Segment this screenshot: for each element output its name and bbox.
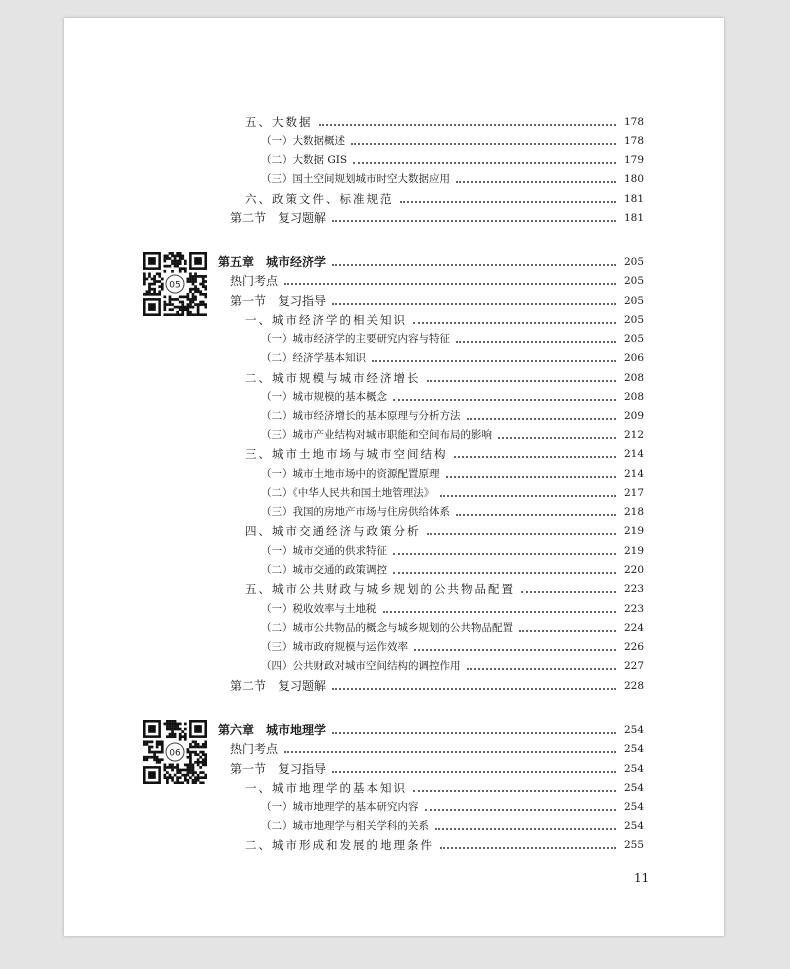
dot-leader — [456, 181, 616, 183]
toc-entry-title: 五、大数据 — [245, 114, 313, 129]
toc-entry-title: 二、城市形成和发展的地理条件 — [245, 837, 434, 852]
dot-leader — [332, 771, 616, 773]
toc-entry-title: 第一节 复习指导 — [230, 294, 327, 308]
dot-leader — [454, 456, 617, 458]
toc-entry[interactable] — [230, 208, 644, 227]
dot-leader — [498, 437, 616, 439]
dot-leader — [284, 283, 616, 285]
toc-entry[interactable] — [245, 778, 644, 797]
toc-entry[interactable] — [245, 310, 644, 329]
toc-entry-page: 254 — [623, 742, 644, 755]
toc-entry-page: 206 — [623, 351, 644, 364]
toc-entry-page: 220 — [623, 563, 644, 576]
dot-leader — [393, 399, 616, 401]
toc-entry-page: 205 — [623, 332, 644, 345]
toc-entry-title: （一）城市规模的基本概念 — [261, 391, 387, 403]
toc-entry-page: 219 — [623, 544, 644, 557]
document-page — [64, 18, 724, 936]
toc-entry-title: 二、城市规模与城市经济增长 — [245, 370, 421, 385]
toc-entry-title: （二）大数据 GIS — [261, 154, 348, 166]
toc-entry-title: 一、城市经济学的相关知识 — [245, 312, 407, 327]
toc-entry-title: （二）城市经济增长的基本原理与分析方法 — [261, 410, 461, 422]
dot-leader — [440, 495, 616, 497]
dot-leader — [400, 201, 617, 203]
toc-entry[interactable] — [245, 444, 644, 463]
dot-leader — [427, 533, 617, 535]
toc-entry[interactable] — [230, 739, 644, 758]
dot-leader — [383, 611, 617, 613]
toc-entry[interactable] — [261, 169, 644, 188]
dot-leader — [521, 591, 616, 593]
toc-entry[interactable] — [261, 406, 644, 425]
toc-entry-page: 212 — [623, 428, 644, 441]
toc-entry[interactable] — [230, 759, 644, 778]
toc-entry-page: 180 — [623, 172, 644, 185]
dot-leader — [456, 341, 616, 343]
toc-entry-title: （二）经济学基本知识 — [261, 352, 366, 364]
toc-entry-page: 217 — [623, 486, 644, 499]
toc-entry[interactable] — [230, 291, 644, 310]
qr-code-label: 06 — [169, 748, 181, 759]
dot-leader — [319, 124, 617, 126]
toc-entry[interactable] — [245, 579, 644, 598]
page-number: 11 — [634, 871, 650, 885]
toc-entry-page: 209 — [623, 409, 644, 422]
toc-entry-page: 205 — [623, 294, 644, 307]
toc-entry-title: （三）我国的房地产市场与住房供给体系 — [261, 506, 450, 518]
toc-entry-page: 223 — [623, 582, 644, 595]
toc-entry-title: 三、城市土地市场与城市空间结构 — [245, 446, 448, 461]
toc-entry-page: 181 — [623, 192, 644, 205]
dot-leader — [332, 220, 616, 222]
toc-entry-title: （四）公共财政对城市空间结构的调控作用 — [261, 660, 461, 672]
toc-entry[interactable] — [245, 189, 644, 208]
dot-leader — [393, 572, 616, 574]
dot-leader — [351, 143, 616, 145]
toc-entry[interactable] — [261, 329, 644, 348]
toc-entry-title: （一）城市土地市场中的资源配置原理 — [261, 468, 440, 480]
toc-entry[interactable] — [218, 720, 644, 739]
dot-leader — [519, 630, 616, 632]
toc-entry-title: （一）税收效率与土地税 — [261, 603, 377, 615]
toc-entry-title: （一）城市地理学的基本研究内容 — [261, 801, 419, 813]
toc-entry-title: （三）城市产业结构对城市职能和空间布局的影响 — [261, 429, 492, 441]
toc-entry-page: 179 — [623, 153, 644, 166]
toc-entry[interactable] — [230, 676, 644, 695]
dot-leader — [467, 418, 617, 420]
toc-entry[interactable] — [261, 387, 644, 406]
toc-entry[interactable] — [261, 150, 644, 169]
table-of-contents — [64, 18, 724, 936]
toc-entry-title: 五、城市公共财政与城乡规划的公共物品配置 — [245, 581, 515, 596]
dot-leader — [353, 162, 616, 164]
toc-entry[interactable] — [218, 252, 644, 271]
toc-entry[interactable] — [261, 502, 644, 521]
dot-leader — [332, 264, 616, 266]
toc-entry-title: 第二节 复习题解 — [230, 679, 327, 693]
toc-entry-title: 热门考点 — [230, 274, 279, 288]
toc-entry-page: 254 — [623, 762, 644, 775]
toc-entry-page: 254 — [623, 781, 644, 794]
toc-entry-page: 218 — [623, 505, 644, 518]
toc-entry[interactable] — [261, 656, 644, 675]
toc-entry-title: 热门考点 — [230, 742, 279, 756]
toc-entry-page: 214 — [623, 467, 644, 480]
dot-leader — [413, 790, 616, 792]
qr-code-chapter-5 — [143, 252, 207, 316]
toc-entry-title: （二）城市交通的政策调控 — [261, 564, 387, 576]
qr-code-label: 05 — [169, 280, 181, 291]
dot-leader — [332, 303, 616, 305]
toc-entry[interactable] — [261, 599, 644, 618]
dot-leader — [332, 732, 616, 734]
dot-leader — [332, 688, 616, 690]
toc-entry-page: 219 — [623, 524, 644, 537]
toc-entry-page: 178 — [623, 134, 644, 147]
dot-leader — [413, 322, 616, 324]
toc-entry[interactable] — [245, 112, 644, 131]
toc-entry-page: 178 — [623, 115, 644, 128]
toc-entry-page: 228 — [623, 679, 644, 692]
toc-entry[interactable] — [245, 835, 644, 854]
toc-entry-page: 226 — [623, 640, 644, 653]
toc-entry-title: （三）国土空间规划城市时空大数据应用 — [261, 173, 450, 185]
dot-leader — [372, 360, 616, 362]
toc-entry-page: 227 — [623, 659, 644, 672]
toc-entry[interactable] — [261, 560, 644, 579]
toc-entry-title: 一、城市地理学的基本知识 — [245, 780, 407, 795]
toc-entry[interactable] — [261, 637, 644, 656]
toc-entry-page: 208 — [623, 371, 644, 384]
dot-leader — [456, 514, 616, 516]
toc-entry[interactable] — [261, 797, 644, 816]
toc-entry[interactable] — [261, 541, 644, 560]
toc-entry-title: 第六章 城市地理学 — [218, 723, 327, 737]
toc-entry[interactable] — [261, 131, 644, 150]
toc-entry[interactable] — [261, 348, 644, 367]
dot-leader — [435, 828, 616, 830]
toc-entry-page: 255 — [623, 838, 644, 851]
toc-entry-page: 181 — [623, 211, 644, 224]
toc-entry-page: 223 — [623, 602, 644, 615]
dot-leader — [393, 553, 616, 555]
dot-leader — [446, 476, 617, 478]
toc-entry[interactable] — [261, 483, 644, 502]
qr-code-graphic — [143, 720, 207, 784]
toc-entry-page: 224 — [623, 621, 644, 634]
toc-entry-title: 第五章 城市经济学 — [218, 255, 327, 269]
toc-entry-title: 四、城市交通经济与政策分析 — [245, 523, 421, 538]
toc-entry[interactable] — [261, 464, 644, 483]
dot-leader — [425, 809, 617, 811]
toc-entry-page: 205 — [623, 313, 644, 326]
toc-entry-title: （二）《中华人民共和国土地管理法》 — [261, 487, 435, 499]
toc-entry[interactable] — [261, 425, 644, 444]
toc-entry[interactable] — [261, 816, 644, 835]
toc-entry-title: （一）城市交通的供求特征 — [261, 545, 387, 557]
toc-entry-title: （二）城市公共物品的概念与城乡规划的公共物品配置 — [261, 622, 513, 634]
toc-entry-title: 六、政策文件、标准规范 — [245, 191, 394, 206]
toc-entry-title: 第一节 复习指导 — [230, 762, 327, 776]
dot-leader — [440, 847, 616, 849]
qr-code-chapter-6 — [143, 720, 207, 784]
toc-entry-page: 254 — [623, 819, 644, 832]
toc-entry-title: （一）大数据概述 — [261, 135, 345, 147]
dot-leader — [284, 751, 616, 753]
toc-entry-page: 214 — [623, 447, 644, 460]
toc-entry[interactable] — [230, 271, 644, 290]
toc-entry-page: 205 — [623, 274, 644, 287]
toc-entry[interactable] — [245, 368, 644, 387]
dot-leader — [414, 649, 616, 651]
toc-entry[interactable] — [261, 618, 644, 637]
toc-entry-title: （三）城市政府规模与运作效率 — [261, 641, 408, 653]
toc-entry-title: （二）城市地理学与相关学科的关系 — [261, 820, 429, 832]
toc-entry-page: 254 — [623, 723, 644, 736]
qr-code-graphic — [143, 252, 207, 316]
toc-entry-page: 208 — [623, 390, 644, 403]
dot-leader — [467, 668, 617, 670]
toc-entry-title: （一）城市经济学的主要研究内容与特征 — [261, 333, 450, 345]
toc-entry-title: 第二节 复习题解 — [230, 211, 327, 225]
toc-entry-page: 254 — [623, 800, 644, 813]
toc-entry[interactable] — [245, 521, 644, 540]
dot-leader — [427, 380, 617, 382]
toc-entry-page: 205 — [623, 255, 644, 268]
